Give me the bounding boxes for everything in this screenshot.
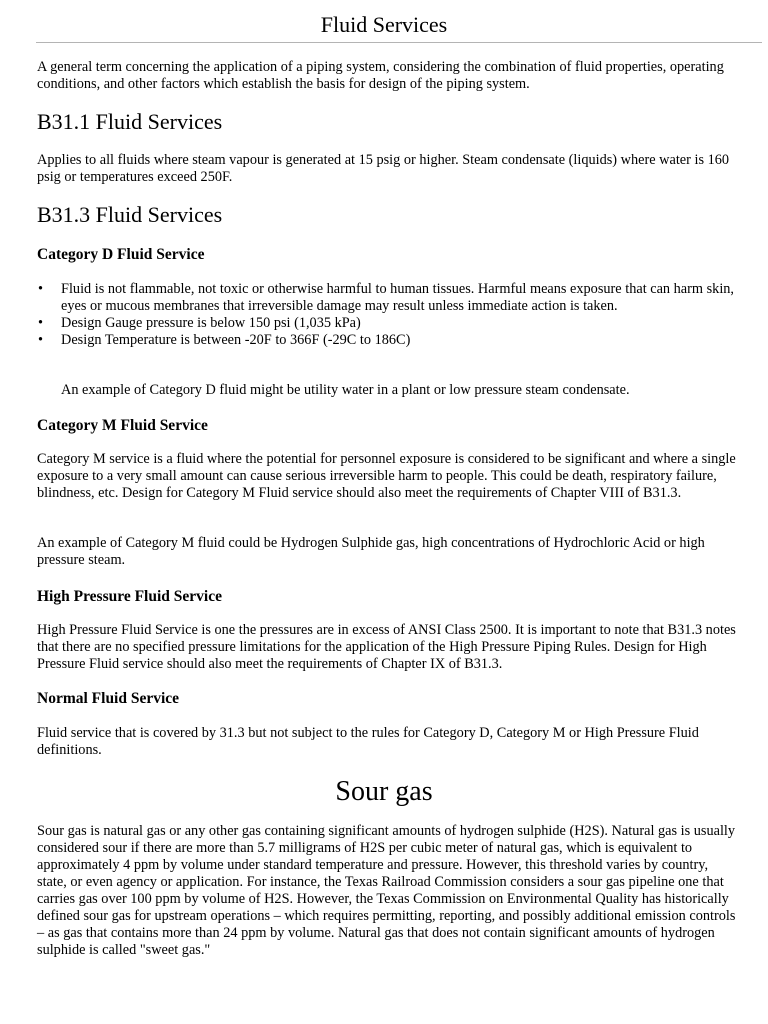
category-m-heading: Category M Fluid Service <box>37 417 208 434</box>
sour-gas-paragraph: Sour gas is natural gas or any other gas containing significant amounts of hydrogen sulphide (H2S). Natural gas is usually considered sour if there are more than 5.7 milligrams of H2S per cubic meter of natural gas, which is equivalent to approximately 4 ppm by volume under standard temperature and pressure. However, this threshold varies by country, state, or even agency or application. For instance, the Texas Railroad Commission considers a sour gas pipeline one that carries gas over 100 ppm by volume of H2S. However, the Texas Commission on Environmental Quality has historically defined sour gas for upstream operations – which requires permitting, reporting, and possibly additional emission controls – as gas that contains more than 24 ppm by volume. Natural gas that does not contain significant amounts of hydrogen sulphide is called "sweet gas." <box>37 823 736 958</box>
category-m-section <box>37 416 737 436</box>
bullet-icon: • <box>38 332 44 348</box>
high-pressure-heading: High Pressure Fluid Service <box>37 588 222 605</box>
category-d-example: An example of Category D fluid might be utility water in a plant or low pressure steam condensate. <box>61 382 630 398</box>
high-pressure-section <box>37 587 737 607</box>
b31-1-section <box>37 108 737 136</box>
normal-paragraph: Fluid service that is covered by 31.3 but not subject to the rules for Category D, Category M or High Pressure Fluid definitions. <box>37 725 699 758</box>
high-pressure-body <box>37 622 737 673</box>
category-m-example: An example of Category M fluid could be Hydrogen Sulphide gas, high concentrations of Hydrochloric Acid or high pressure steam. <box>37 535 705 568</box>
sour-gas-heading: Sour gas <box>335 776 433 807</box>
b31-3-heading: B31.3 Fluid Services <box>37 202 223 227</box>
normal-section <box>37 689 737 709</box>
b31-1-body <box>37 152 737 186</box>
b31-3-section <box>37 201 737 229</box>
normal-heading: Normal Fluid Service <box>37 690 180 707</box>
list-item <box>37 315 737 332</box>
category-d-list-wrap <box>37 281 737 349</box>
document-title: Fluid Services <box>320 12 448 37</box>
intro-paragraph: A general term concerning the application of a piping system, considering the combination of fluid properties, operating conditions, and other factors which establish the basis for design of the piping system. <box>37 59 724 92</box>
category-d-section <box>37 245 737 265</box>
sour-gas-body <box>37 823 737 959</box>
high-pressure-paragraph: High Pressure Fluid Service is one the pressures are in excess of ANSI Class 2500. It is important to note that B31.3 notes that there are no specified pressure limitations for the application of the High Pressure Piping Rules. Design for High Pressure Fluid service should also meet the requirements of Chapter IX of B31.3. <box>37 622 736 672</box>
bullet-icon: • <box>38 315 44 331</box>
b31-1-paragraph: Applies to all fluids where steam vapour is generated at 15 psig or higher. Steam condensate (liquids) where water is 160 psig or temperatures exceed 250F. <box>37 152 730 185</box>
category-d-bullet-list <box>37 281 737 349</box>
category-d-heading: Category D Fluid Service <box>37 246 205 263</box>
b31-1-heading: B31.1 Fluid Services <box>37 109 223 134</box>
list-item-text: Design Gauge pressure is below 150 psi (1,035 kPa) <box>61 315 361 331</box>
category-m-body <box>37 451 737 502</box>
category-m-example-wrap <box>37 535 737 569</box>
title-divider <box>36 42 762 43</box>
list-item <box>37 281 737 315</box>
bullet-icon: • <box>38 281 44 297</box>
list-item-text: Fluid is not flammable, not toxic or otherwise harmful to human tissues. Harmful means exposure that can harm skin, eyes or mucous membranes that irreversible damage may result unless immediate action is taken. <box>61 281 735 314</box>
intro-section <box>37 59 737 93</box>
list-item-text: Design Temperature is between -20F to 366F (-29C to 186C) <box>61 332 411 348</box>
category-d-example-wrap <box>61 382 737 399</box>
category-m-paragraph: Category M service is a fluid where the potential for personnel exposure is considered to be significant and where a single exposure to a very small amount can cause serious irreversible harm to people. This could be death, respiratory failure, blindness, etc. Design for Category M Fluid service should also meet the requirements of Chapter VIII of B31.3. <box>37 451 736 501</box>
list-item <box>37 332 737 349</box>
normal-body <box>37 725 737 759</box>
